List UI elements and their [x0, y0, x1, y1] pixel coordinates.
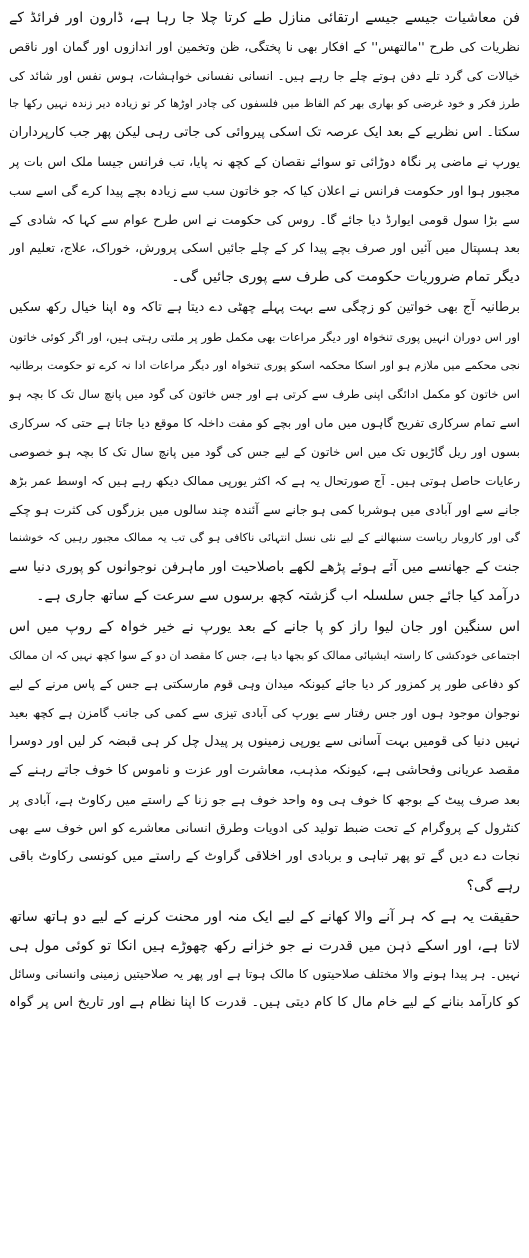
text-line: سے بڑا سول قومی ایوارڈ دیا جائے گا۔ روس کی حکومت نے اس طرح عوام سے کہا کہ شادی کے: [9, 211, 520, 227]
paragraph-2: [9, 294, 520, 611]
text-line: اس سنگین اور جان لیوا راز کو پا جانے کے بعد یورپ نے خیر خواہ کے روپ میں اس: [9, 618, 520, 635]
text-line: نوجوان موجود ہوں اور جس رفتار سے یورپ کی آبادی تیزی سے کمی کی جانب گامزن ہے کچھ بعید: [9, 706, 520, 721]
text-line: نہیں دنیا کی قومیں بہت آسانی سے یورپی زمینوں پر پیدل چل کر ہی قبضہ کر لیں اور دوسرا: [9, 733, 520, 749]
text-line: بعد صرف پیٹ کے بوجھ کا خوف ہی وہ واحد خوف ہے جو زنا کے راستے میں رکاوٹ ہے، آبادی پر: [9, 791, 520, 807]
text-line: رعایات حاصل ہوتی ہیں۔ آج صورتحال یہ ہے کہ اکثر یورپی ممالک دیکھ رہے ہیں کہ اوسط عمر بڑھ: [9, 473, 520, 488]
text-line: حقیقت یہ ہے کہ ہر آنے والا کھانے کے لیے ایک منہ اور محنت کرنے کے لیے دو ہاتھ ساتھ: [9, 908, 520, 925]
text-line: مجبور ہوا اور حکومت فرانس نے اعلان کیا کہ جو خاتون سب سے زیادہ بچے پیدا کرے گی اسے سب: [9, 182, 520, 198]
text-line: نجی محکمے میں ملازم ہو اور اسکا محکمہ اسکو پوری تنخواہ اور دیگر مراعات ادا نہ کرے تو حکومت برطانیہ: [9, 358, 520, 372]
text-line: جانے سے اور آبادی میں ہوشربا کمی ہو جانے سے آئندہ چند سالوں میں بزرگوں کی کثرت ہو چکے: [9, 501, 520, 517]
text-line: کو کارآمد بنانے کے لیے خام مال کا کام دیتی ہیں۔ قدرت کا اپنا نظام ہے اور تاریخ اس پر گواہ: [9, 995, 520, 1011]
text-line: اور اس دوران انہیں پوری تنخواہ اور دیگر مراعات بھی مکمل طور پر ملتی رہتی ہیں، اور اگر کوئی خاتون: [9, 329, 520, 344]
text-line: کو دفاعی طور پر کمزور کر دیا جائے کیونکہ میدان وہی قوم مارسکتی ہے جس کے پاس مرنے کے لیے: [9, 677, 520, 692]
text-line: لاتا ہے، اور اسکے ذہن میں قدرت نے جو خزانے رکھ چھوڑے ہیں انکا تو کوئی مول ہی: [9, 937, 520, 954]
text-line: خیالات کی گرد تلے دفن ہوتے چلے جا رہے ہیں۔ انسانی نفسانی خواہشات، ہوس نفس اور شائد کی: [9, 68, 520, 83]
text-line: طرز فکر و خود غرضی کو بھاری بھر کم الفاظ میں فلسفوں کی چادر اوڑھا کر تو زیادہ دیر زندہ نہیں رکھا جا: [9, 97, 520, 111]
text-line: بعد ہسپتال میں آئیں اور صرف بچے پیدا کر کے چلے جائیں اسکی پرورش، خوراک، علاج، تعلیم اور: [9, 240, 520, 256]
text-line: گی اور کاروبار ریاست سنبھالنے کے لیے نئی نسل انتہائی ناکافی ہو گی تب یہ ممالک مجبور رہیں کہ خوشنما: [9, 531, 520, 545]
text-line: نظریات کی طرح ''مالتھس'' کے افکار بھی نا پختگی، ظن وتخمین اور اندازوں اور گمان اور ناقص: [9, 38, 520, 54]
text-line: کنٹرول کے پروگرام کے تحت ضبط تولید کی ادویات وطرق انسانی معاشرے کو اس خوف سے بھی: [9, 820, 520, 836]
text-line: اس خاتون کو مکمل ادائگی اپنی طرف سے کرتی ہے اور جس خاتون کی گود میں پانچ سال تک کا بچہ ہو: [9, 387, 520, 402]
text-line: نجات دے دیں گے تو پھر تباہی و بربادی اور اخلاقی گراوٹ کے راستے میں کونسی رکاوٹ باقی: [9, 849, 520, 865]
text-line: درآمد کیا جائے جس سلسلہ اب گزشتہ کچھ برسوں سے سرعت کے ساتھ جاری ہے۔: [36, 587, 520, 604]
text-line: برطانیہ آج بھی خواتین کو زچگی سے بہت پہلے چھٹی دے دیتا ہے تاکہ وہ اپنا خیال رکھ سکیں: [9, 299, 520, 315]
text-line: رہے گی؟: [466, 877, 520, 894]
text-line: دیگر تمام ضروریات حکومت کی طرف سے پوری جائیں گی۔: [171, 269, 520, 286]
paragraph-4: [9, 903, 520, 1018]
text-line: نہیں۔ ہر پیدا ہونے والا مختلف صلاحیتوں کا مالک ہوتا ہے اور پھر یہ صلاحیتیں زمینی وانسانی وسائل: [9, 967, 520, 982]
text-line: سکتا۔ اس نظریے کے بعد ایک عرصہ تک اسکی پیروائی کی جاتی رہی لیکن پھر جب کارپرداران: [9, 125, 520, 141]
paragraph-1: [9, 4, 520, 292]
text-line: بسوں اور ریل گاڑیوں تک میں اس خاتون کے لیے جس کی گود میں پانچ سال تک کا بچہ ہو خصوصی: [9, 444, 520, 459]
paragraph-3: [9, 613, 520, 901]
text-line: اجتماعی خودکشی کا راستہ ایشیائی ممالک کو بجھا دیا ہے، جس کا مقصد ان دو کے سوا کچھ نہیں کہ ان ممالک: [9, 648, 520, 662]
text-line: جنت کے جھانسے میں آئے ہوئے پڑھے لکھے باصلاحیت اور ماہرفن نوجوانوں کو پوری دنیا سے: [9, 559, 520, 576]
text-line: فن معاشیات جیسے جیسے ارتقائی منازل طے کرتا چلا جا رہا ہے، ڈارون اور فرائڈ کے: [9, 10, 520, 26]
text-line: یورپ نے ماضی پر نگاہ دوڑائی تو سوائے نقصان کے کچھ نہ پایا، تب فرانس جیسا ملک اس بات پر: [9, 153, 520, 169]
text-line: مقصد عریانی وفحاشی ہے، کیونکہ مذہب، معاشرت اور عزت و ناموس کا خوف جاتے رہنے کے: [9, 762, 520, 778]
text-line: اسے تمام سرکاری تفریح گاہوں میں ماں اور بچے کو مفت داخلہ کا موقع دیا جاتا ہے حتی کہ سرکاری: [9, 416, 520, 431]
